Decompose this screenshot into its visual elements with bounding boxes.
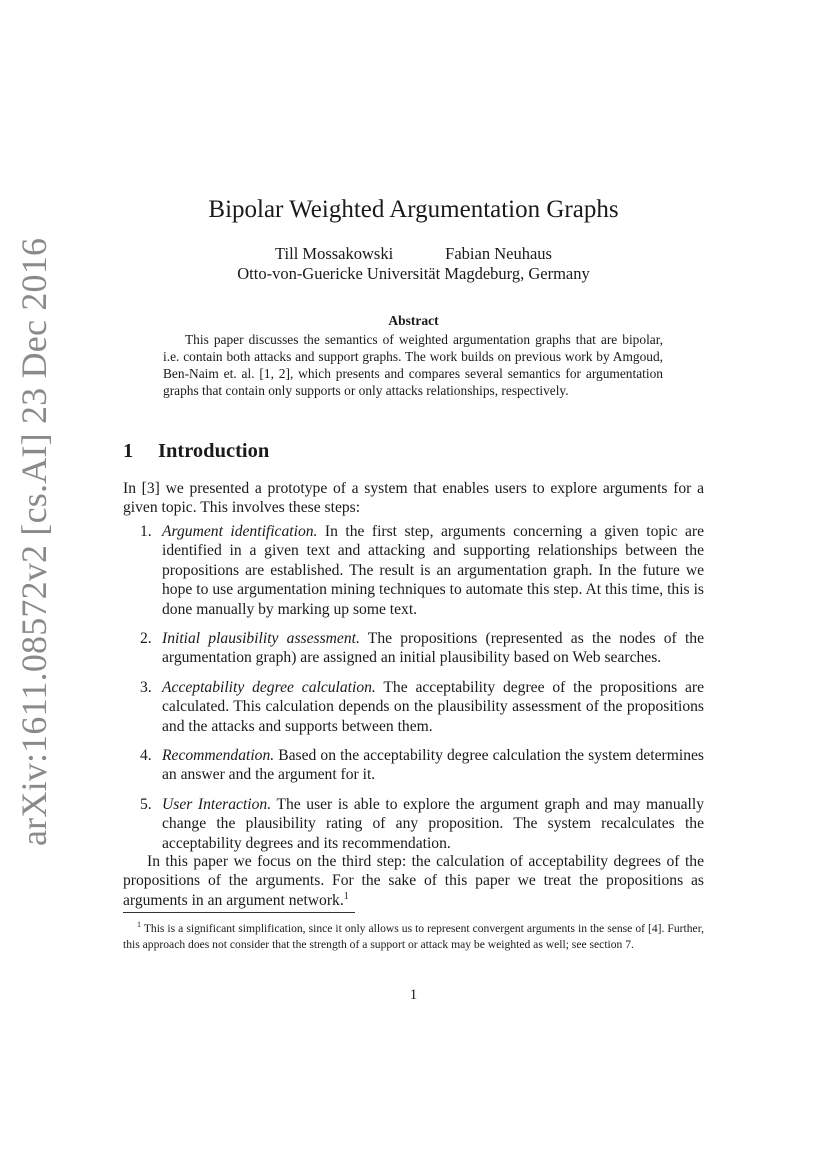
- page-number: 1: [409, 987, 418, 1003]
- author-name: Fabian Neuhaus: [445, 244, 552, 263]
- author-block: [0, 244, 827, 284]
- steps-list: [123, 522, 704, 863]
- footnote-rule: [123, 912, 355, 913]
- intro-paragraph: In [3] we presented a prototype of a system that enables users to explore arguments for a given topic. This involves these steps:: [123, 480, 704, 517]
- item-text: In the first step, arguments concerning a given topic are identified in a given text and attacking and supporting relationships between the propositions are established. The result is an argumentation graph. In the future we hope to use argumentation mining techniques to automate this step. At this time, this is done manually by marking up some text.: [162, 523, 704, 618]
- closing-paragraph: [123, 852, 704, 910]
- section-heading: [123, 440, 269, 463]
- closing-text: In this paper we focus on the third step: the calculation of acceptability degrees of the propositions of the arguments. For the sake of this paper we treat the propositions as arguments in an argument network.: [123, 853, 704, 909]
- item-number: 1.: [140, 523, 152, 540]
- item-number: 3.: [140, 678, 152, 696]
- section-title: Introduction: [158, 440, 270, 462]
- item-heading: Initial plausibility assessment.: [162, 630, 360, 648]
- list-item: [123, 795, 704, 853]
- list-item: [123, 678, 704, 736]
- item-text: The propositions (represented as the nodes of the argumentation graph) are assigned an initial plausibility based on Web searches.: [162, 630, 704, 667]
- item-text: The acceptability degree of the propositions are calculated. This calculation depends on the plausibility assessment of the propositions and the attacks and supports between them.: [162, 678, 705, 735]
- item-heading: Acceptability degree calculation.: [162, 678, 376, 696]
- list-item: [123, 522, 704, 619]
- paper-title: Bipolar Weighted Argumentation Graphs: [208, 196, 619, 223]
- abstract-text: This paper discusses the semantics of weighted argumentation graphs that are bipolar, i.e. contain both attacks and support graphs. The work builds on previous work by Amgoud, Ben-Naim et. al. [1, 2], which presents and compares several semantics for argumentation graphs that contain only supports or only attacks relationships, respectively.: [163, 332, 663, 398]
- footnote: [123, 917, 704, 953]
- footnote-text: This is a significant simplification, since it only allows us to represent convergent arguments in the sense of [4]. Further, this approach does not consider that the strength of a support or attack may be weighted as well; see section 7.: [123, 921, 704, 951]
- footnote-marker: 1: [343, 890, 349, 902]
- item-text: The user is able to explore the argument graph and may manually change the plausibility rating of any proposition. The system recalculates the acceptability degrees and its recommendation.: [162, 795, 705, 852]
- abstract-heading: Abstract: [388, 313, 439, 328]
- section-number: 1: [123, 440, 134, 462]
- author-name: Till Mossakowski: [275, 244, 394, 263]
- item-heading: Recommendation.: [162, 747, 275, 765]
- item-number: 2.: [140, 630, 152, 648]
- item-number: 5.: [140, 795, 152, 813]
- item-text: Based on the acceptability degree calculation the system determines an answer and the argument for it.: [162, 747, 704, 784]
- list-item: [123, 629, 704, 668]
- item-number: 4.: [140, 747, 152, 765]
- affiliation: Otto-von-Guericke Universität Magdeburg, Germany: [237, 264, 590, 283]
- list-item: [123, 746, 704, 785]
- footnote-number: 1: [137, 920, 141, 929]
- item-heading: User Interaction.: [162, 795, 272, 813]
- arxiv-identifier: arXiv:1611.08572v2 [cs.AI] 23 Dec 2016: [14, 237, 54, 846]
- item-heading: Argument identification.: [162, 523, 318, 540]
